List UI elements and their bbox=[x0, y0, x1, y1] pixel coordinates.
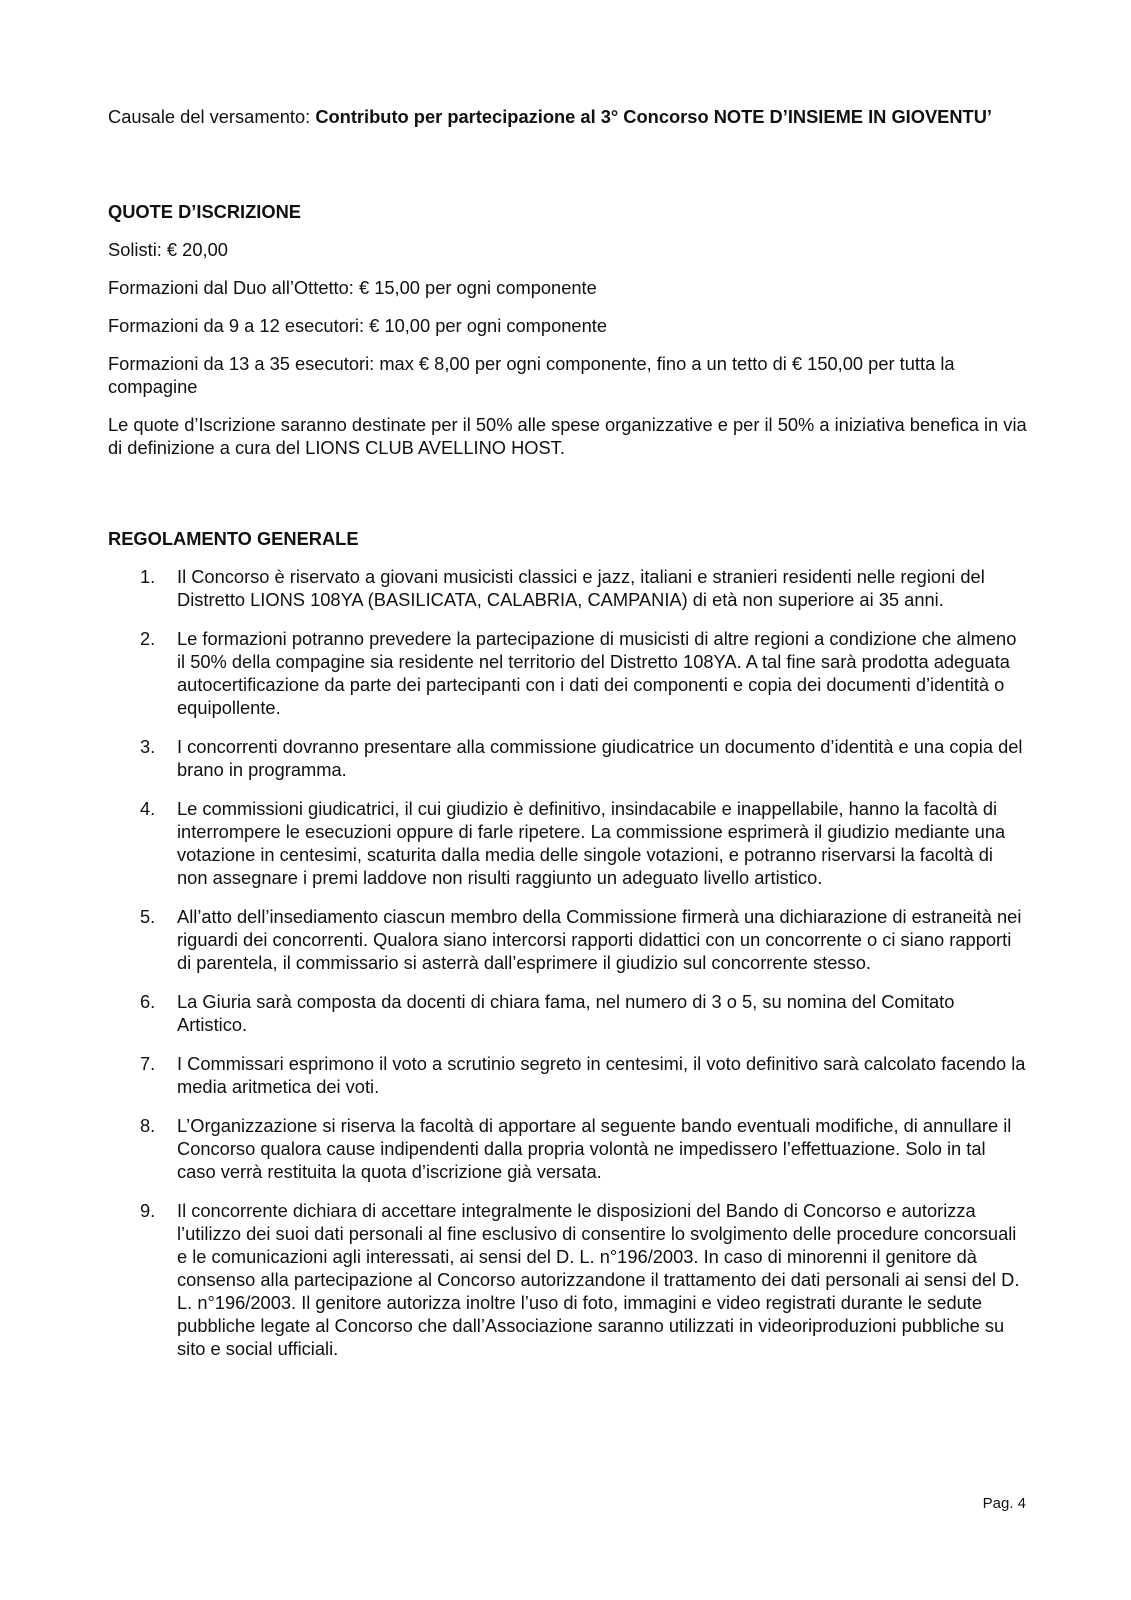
quote-9-12: Formazioni da 9 a 12 esecutori: € 10,00 per ogni componente bbox=[108, 315, 607, 336]
item-number: 2. bbox=[140, 628, 156, 649]
item-text: La Giuria sarà composta da docenti di chiara fama, nel numero di 3 o 5, su nomina del Comitato Artistico. bbox=[177, 991, 955, 1035]
causale-paragraph bbox=[108, 105, 1028, 128]
page-number: Pag. 4 bbox=[982, 1495, 1026, 1512]
item-number: 6. bbox=[140, 991, 156, 1012]
causale-value: Contributo per partecipazione al 3° Concorso NOTE D’INSIEME IN GIOVENTU’ bbox=[315, 106, 992, 127]
regolamento-list bbox=[108, 565, 1028, 1360]
item-text: I Commissari esprimono il voto a scrutinio segreto in centesimi, il voto definitivo sarà calcolato facendo la media aritmetica dei voti. bbox=[177, 1053, 1026, 1097]
list-item bbox=[108, 1114, 1028, 1183]
regolamento-section-title: REGOLAMENTO GENERALE bbox=[108, 528, 359, 549]
item-number: 3. bbox=[140, 736, 156, 757]
list-item bbox=[108, 905, 1028, 974]
list-item bbox=[108, 1052, 1028, 1098]
item-number: 8. bbox=[140, 1115, 156, 1136]
list-item bbox=[108, 797, 1028, 889]
item-text: Il concorrente dichiara di accettare integralmente le disposizioni del Bando di Concorso e autorizza l’utilizzo dei suoi dati personali al fine esclusivo di consentire lo svolgimento delle procedure concorsuali e le comunicazioni agli interessati, ai sensi del D. L. n°196/2003. In caso di minorenni il genitore dà consenso alla partecipazione al Concorso autorizzandone il trattamento dei dati personali ai sensi del D. L. n°196/2003. Il genitore autorizza inoltre l’uso di foto, immagini e video registrati durante le sedute pubbliche legate al Concorso che dall’Associazione saranno utilizzati in videoriproduzioni pubbliche su sito e social ufficiali. bbox=[177, 1200, 1020, 1359]
item-number: 4. bbox=[140, 798, 156, 819]
quote-13-35: Formazioni da 13 a 35 esecutori: max € 8,00 per ogni componente, fino a un tetto di € 150,00 per tutta la compagine bbox=[108, 353, 955, 397]
quote-destinazione: Le quote d’Iscrizione saranno destinate per il 50% alle spese organizzative e per il 50% a iniziativa benefica in via di definizione a cura del LIONS CLUB AVELLINO HOST. bbox=[108, 414, 1027, 458]
item-text: L’Organizzazione si riserva la facoltà di apportare al seguente bando eventuali modifiche, di annullare il Concorso qualora cause indipendenti dalla propria volontà ne impedissero l’effettuazione. Solo in tal caso verrà restituita la quota d’iscrizione già versata. bbox=[177, 1115, 1012, 1182]
item-text: Il Concorso è riservato a giovani musicisti classici e jazz, italiani e stranieri residenti nelle regioni del Distretto LIONS 108YA (BASILICATA, CALABRIA, CAMPANIA) di età non superiore ai 35 anni. bbox=[177, 566, 985, 610]
item-number: 7. bbox=[140, 1053, 156, 1074]
quote-solisti: Solisti: € 20,00 bbox=[108, 239, 228, 260]
item-text: All’atto dell’insediamento ciascun membro della Commissione firmerà una dichiarazione di estraneità nei riguardi dei concorrenti. Qualora siano intercorsi rapporti didattici con un concorrente o ci siano rapporti di parentela, il commissario si asterrà dall’esprimere il giudizio sul concorrente stesso. bbox=[177, 906, 1022, 973]
document-page bbox=[108, 105, 1028, 1376]
list-item bbox=[108, 990, 1028, 1036]
list-item bbox=[108, 1199, 1028, 1360]
causale-label: Causale del versamento: bbox=[108, 106, 311, 127]
item-text: Le formazioni potranno prevedere la partecipazione di musicisti di altre regioni a condizione che almeno il 50% della compagine sia residente nel territorio del Distretto 108YA. A tal fine sarà prodotta adeguata autocertificazione da parte dei partecipanti con i dati dei componenti e copia dei documenti d’identità o equipollente. bbox=[177, 628, 1017, 718]
item-text: I concorrenti dovranno presentare alla commissione giudicatrice un documento d’identità e una copia del brano in programma. bbox=[177, 736, 1023, 780]
quote-section-title: QUOTE D’ISCRIZIONE bbox=[108, 201, 301, 222]
item-number: 9. bbox=[140, 1200, 156, 1221]
quote-duo-ottetto: Formazioni dal Duo all’Ottetto: € 15,00 per ogni componente bbox=[108, 277, 597, 298]
list-item bbox=[108, 627, 1028, 719]
item-number: 5. bbox=[140, 906, 156, 927]
item-text: Le commissioni giudicatrici, il cui giudizio è definitivo, insindacabile e inappellabile, hanno la facoltà di interrompere le esecuzioni oppure di farle ripetere. La commissione esprimerà il giudizio mediante una votazione in centesimi, scaturita dalla media delle singole votazioni, e potranno riservarsi la facoltà di non assegnare i premi laddove non risulti raggiunto un adeguato livello artistico. bbox=[177, 798, 1006, 888]
item-number: 1. bbox=[140, 566, 156, 587]
list-item bbox=[108, 735, 1028, 781]
list-item bbox=[108, 565, 1028, 611]
